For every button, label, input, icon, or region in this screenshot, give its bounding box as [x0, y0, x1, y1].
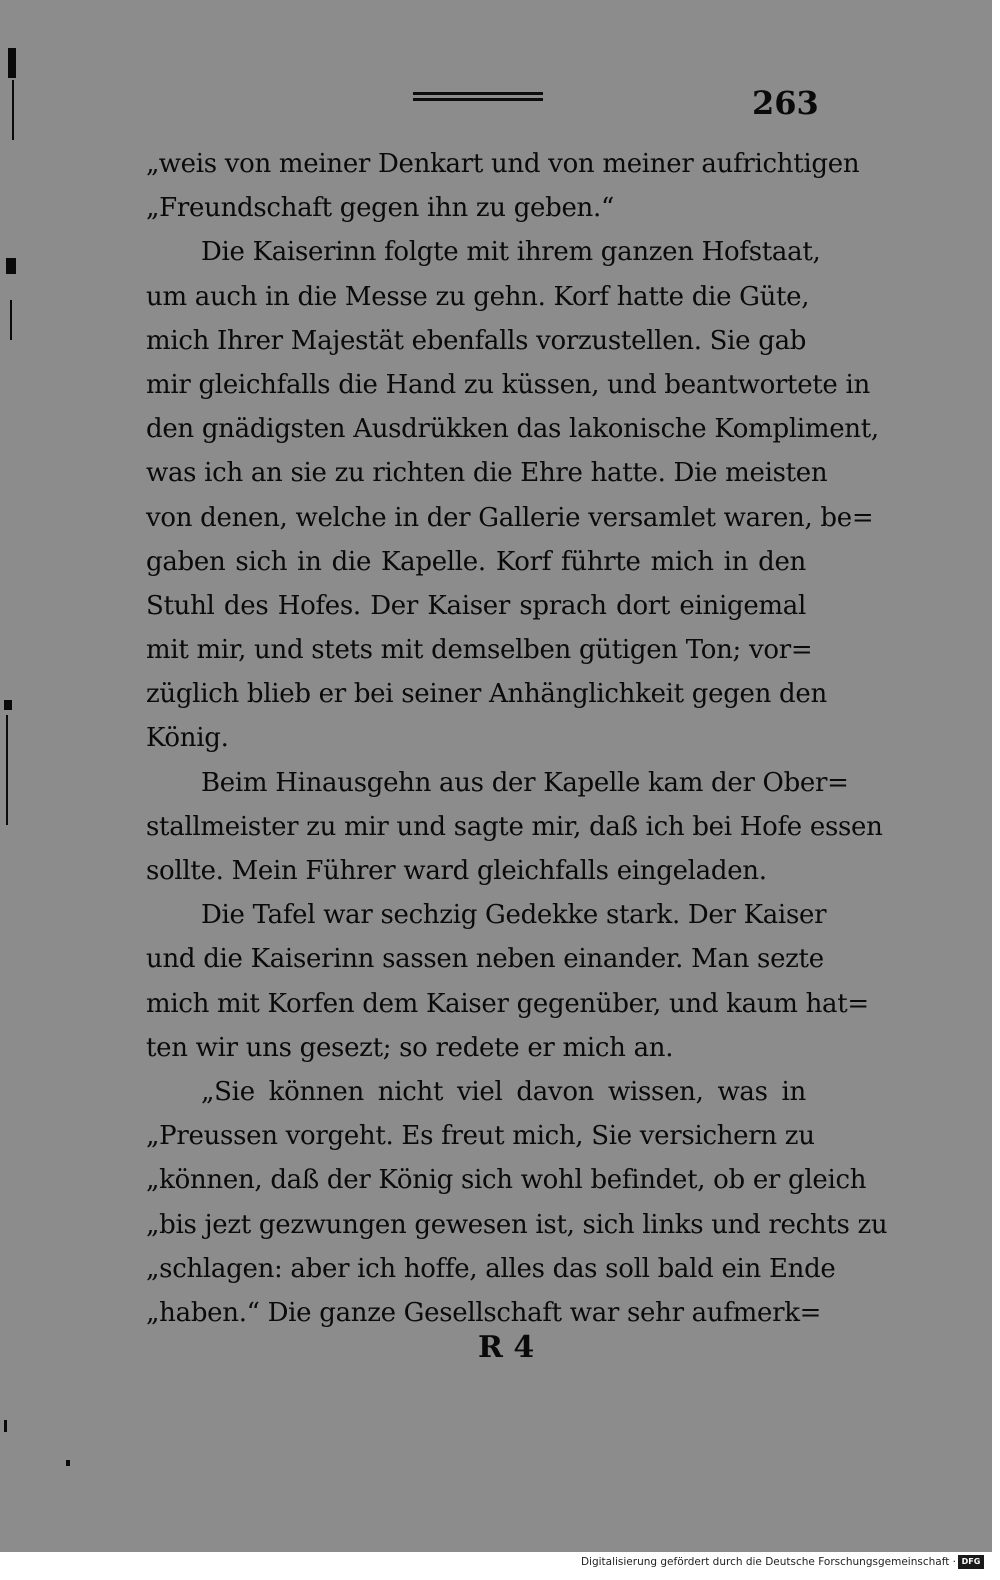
- binding-mark: [4, 700, 12, 710]
- text-line: „schlagen: aber ich hoffe, alles das soll bald ein Ende: [146, 1253, 836, 1284]
- text-line: mit mir, und stets mit demselben gütigen Ton; vor=: [146, 635, 813, 666]
- text-line: den gnädigsten Ausdrükken das lakonische Kompliment,: [146, 414, 879, 445]
- text-line: und die Kaiserinn sassen neben einander. Man sezte: [146, 944, 824, 975]
- binding-mark: [6, 715, 8, 825]
- header-rule-top: [413, 92, 543, 95]
- text-line: ten wir uns gesezt; so redete er mich an.: [146, 1032, 674, 1063]
- text-line: Die Kaiserinn folgte mit ihrem ganzen Hofstaat,: [201, 237, 821, 268]
- text-line: Beim Hinausgehn aus der Kapelle kam der Ober=: [201, 767, 849, 798]
- body-text: [146, 142, 888, 1335]
- binding-mark: [10, 300, 12, 340]
- text-line: mir gleichfalls die Hand zu küssen, und beantwortete in: [146, 369, 870, 400]
- text-line: von denen, welche in der Gallerie versamlet waren, be=: [146, 502, 874, 533]
- text-line: „haben.“ Die ganze Gesellschaft war sehr aufmerk=: [146, 1297, 822, 1328]
- text-line: um auch in die Messe zu gehn. Korf hatte die Güte,: [146, 281, 810, 312]
- text-line: „bis jezt gezwungen gewesen ist, sich links und rechts zu: [146, 1209, 888, 1240]
- text-line: „Sie können nicht viel davon wissen, was in: [201, 1076, 806, 1107]
- text-line: züglich blieb er bei seiner Anhänglichkeit gegen den: [146, 679, 827, 710]
- binding-mark: [8, 48, 16, 78]
- text-line: stallmeister zu mir und sagte mir, daß ich bei Hofe essen: [146, 811, 883, 842]
- text-line: „können, daß der König sich wohl befindet, ob er gleich: [146, 1165, 867, 1196]
- text-line: „Preussen vorgeht. Es freut mich, Sie versichern zu: [146, 1121, 815, 1152]
- text-line: sollte. Mein Führer ward gleichfalls eingeladen.: [146, 856, 767, 886]
- text-line: gaben sich in die Kapelle. Korf führte mich in den: [146, 546, 806, 577]
- text-line: was ich an sie zu richten die Ehre hatte. Die meisten: [146, 458, 828, 489]
- digitization-credit: Digitalisierung gefördert durch die Deutsche Forschungsgemeinschaft ·: [580, 1556, 956, 1568]
- text-line: Stuhl des Hofes. Der Kaiser sprach dort einigemal: [146, 590, 806, 621]
- dfg-logo-icon: DFG: [958, 1555, 984, 1569]
- text-line: mich Ihrer Majestät ebenfalls vorzustellen. Sie gab: [146, 325, 807, 356]
- printer-signature: R 4: [478, 1330, 535, 1365]
- binding-mark: [6, 258, 16, 274]
- binding-mark: [4, 1420, 7, 1432]
- header-double-rule: [413, 92, 543, 102]
- header-rule-bottom: [413, 98, 543, 101]
- text-line: Die Tafel war sechzig Gedekke stark. Der Kaiser: [201, 900, 827, 931]
- text-line: „Freundschaft gegen ihn zu geben.“: [146, 193, 614, 224]
- page-number: 263: [752, 84, 819, 122]
- text-line: König.: [146, 723, 229, 754]
- text-line: mich mit Korfen dem Kaiser gegenüber, und kaum hat=: [146, 988, 869, 1019]
- binding-mark: [12, 80, 14, 140]
- binding-mark: [66, 1460, 70, 1466]
- text-line: „weis von meiner Denkart und von meiner aufrichtigen: [146, 149, 860, 179]
